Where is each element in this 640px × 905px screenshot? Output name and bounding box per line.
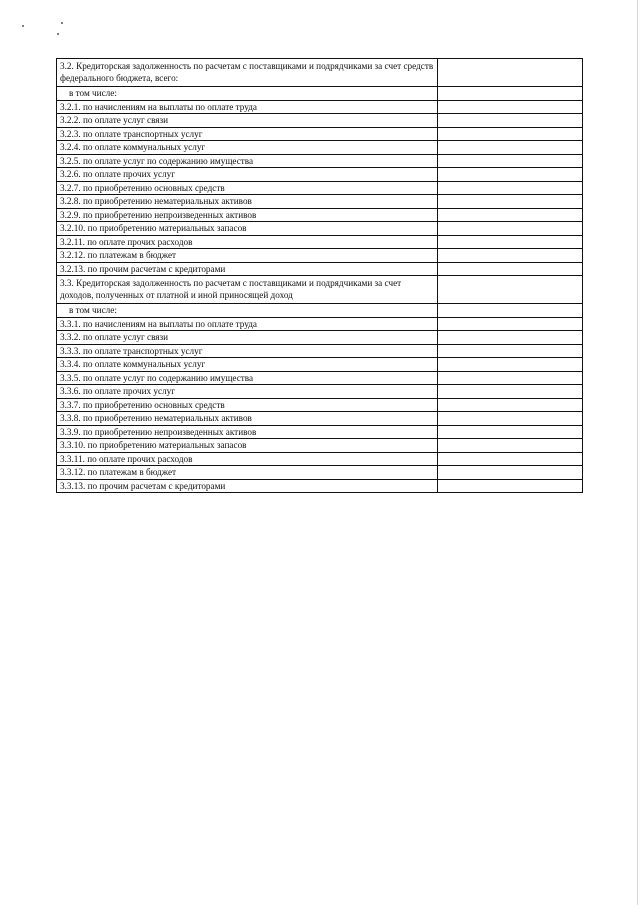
scan-speck [57,33,59,35]
row-label: в том числе: [57,87,438,101]
table-row [57,222,583,236]
table-row [57,479,583,493]
row-label: 3.2.2. по оплате услуг связи [57,114,438,128]
value-cell [438,141,583,155]
value-cell [438,127,583,141]
row-label: 3.2.7. по приобретению основных средств [57,181,438,195]
table-row [57,439,583,453]
value-cell [438,398,583,412]
value-cell [438,249,583,263]
table-row [57,385,583,399]
value-cell [438,262,583,276]
table-row [57,452,583,466]
table-row [57,466,583,480]
table-row [57,317,583,331]
table-row [57,208,583,222]
row-label: 3.3.4. по оплате коммунальных услуг [57,358,438,372]
table-row [57,358,583,372]
table-row [57,168,583,182]
table-row [57,249,583,263]
value-cell [438,276,583,304]
scan-speck [22,25,24,27]
row-label: 3.3.2. по оплате услуг связи [57,331,438,345]
value-cell [438,452,583,466]
table-row [57,262,583,276]
table-row [57,331,583,345]
row-label: 3.2.3. по оплате транспортных услуг [57,127,438,141]
value-cell [438,114,583,128]
row-label: 3.2.11. по оплате прочих расходов [57,235,438,249]
value-cell [438,358,583,372]
table-body [57,59,583,493]
value-cell [438,87,583,101]
value-cell [438,317,583,331]
table-row [57,127,583,141]
table-row [57,181,583,195]
value-cell [438,195,583,209]
value-cell [438,235,583,249]
row-label: 3.3.1. по начислениям на выплаты по оплате труда [57,317,438,331]
row-label: 3.2. Кредиторская задолженность по расчетам с поставщиками и подрядчиками за счет средств федерального бюджета, всего: [57,59,438,87]
subheading-row [57,304,583,318]
value-cell [438,371,583,385]
scan-speck [61,22,63,24]
row-label: 3.3. Кредиторская задолженность по расчетам с поставщиками и подрядчиками за счет доходов, полученных от платной и иной приносящей доход [57,276,438,304]
table-row [57,154,583,168]
value-cell [438,412,583,426]
scan-edge [637,0,638,905]
row-label: 3.2.8. по приобретению нематериальных активов [57,195,438,209]
table-row [57,398,583,412]
value-cell [438,100,583,114]
row-label: 3.3.5. по оплате услуг по содержанию имущества [57,371,438,385]
table-row [57,371,583,385]
row-label: 3.3.12. по платежам в бюджет [57,466,438,480]
section-heading-row [57,59,583,87]
value-cell [438,425,583,439]
row-label: 3.3.8. по приобретению нематериальных активов [57,412,438,426]
table-row [57,412,583,426]
table-row [57,195,583,209]
subheading-row [57,87,583,101]
row-label: 3.3.10. по приобретению материальных запасов [57,439,438,453]
row-label: 3.2.10. по приобретению материальных запасов [57,222,438,236]
debt-table [56,58,583,493]
value-cell [438,208,583,222]
value-cell [438,439,583,453]
value-cell [438,385,583,399]
row-label: 3.2.13. по прочим расчетам с кредиторами [57,262,438,276]
row-label: 3.3.13. по прочим расчетам с кредиторами [57,479,438,493]
row-label: 3.3.3. по оплате транспортных услуг [57,344,438,358]
row-label: 3.3.7. по приобретению основных средств [57,398,438,412]
value-cell [438,168,583,182]
row-label: 3.3.11. по оплате прочих расходов [57,452,438,466]
value-cell [438,466,583,480]
row-label: 3.3.6. по оплате прочих услуг [57,385,438,399]
section-heading-row [57,276,583,304]
row-label: 3.2.12. по платежам в бюджет [57,249,438,263]
table-row [57,344,583,358]
row-label: 3.3.9. по приобретению непроизведенных активов [57,425,438,439]
row-label: 3.2.9. по приобретению непроизведенных активов [57,208,438,222]
value-cell [438,181,583,195]
value-cell [438,344,583,358]
table-row [57,235,583,249]
table-row [57,141,583,155]
row-label: 3.2.6. по оплате прочих услуг [57,168,438,182]
row-label: в том числе: [57,304,438,318]
row-label: 3.2.5. по оплате услуг по содержанию имущества [57,154,438,168]
value-cell [438,59,583,87]
row-label: 3.2.1. по начислениям на выплаты по оплате труда [57,100,438,114]
value-cell [438,154,583,168]
value-cell [438,479,583,493]
value-cell [438,331,583,345]
table-row [57,425,583,439]
value-cell [438,222,583,236]
table-row [57,100,583,114]
value-cell [438,304,583,318]
table-row [57,114,583,128]
row-label: 3.2.4. по оплате коммунальных услуг [57,141,438,155]
